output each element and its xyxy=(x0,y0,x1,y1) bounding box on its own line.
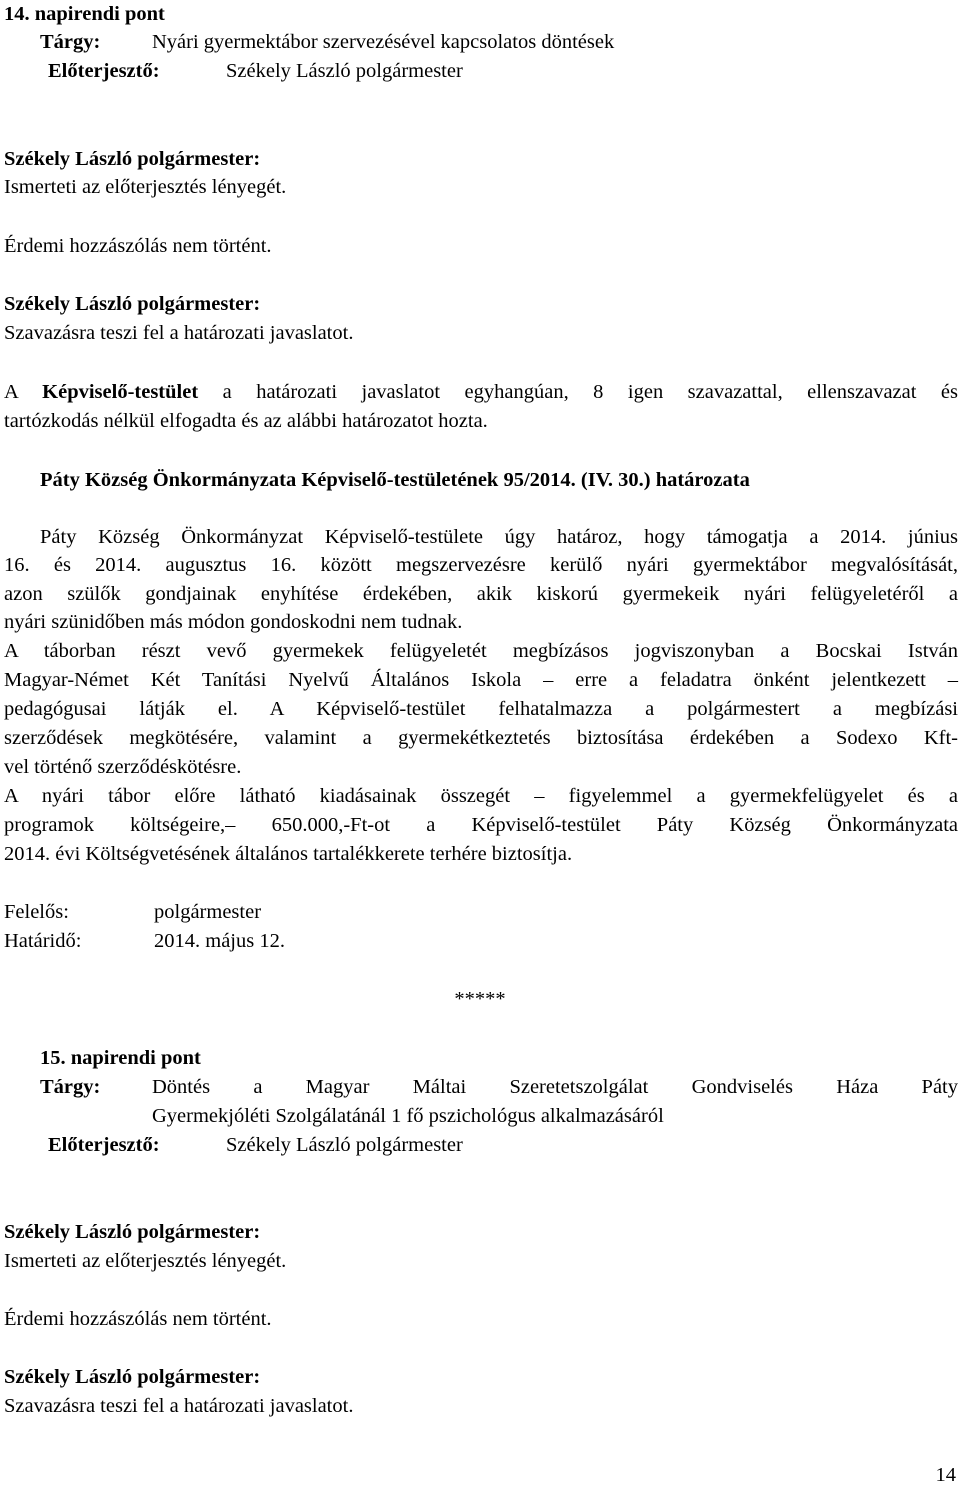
responsible-value: polgármester xyxy=(154,901,262,923)
agenda-14-presenter: Székely László polgármester xyxy=(226,60,463,82)
resolution-body-line: pedagógusai látják el. A Képviselő-testület felhatalmazza a polgármestert a megbízási xyxy=(4,698,958,720)
resolution-body-line: programok költségeire,– 650.000,-Ft-ot a Képviselő-testület Páty Község Önkormányzata xyxy=(4,814,958,836)
agenda-15-presenter-row xyxy=(48,1132,463,1158)
resolution-body-line: nyári szünidőben más módon gondoskodni nem tudnak. xyxy=(4,611,463,633)
page-number: 14 xyxy=(935,1464,956,1486)
agenda-15-subject-row xyxy=(40,1074,958,1100)
speaker-label: Székely László polgármester: xyxy=(4,1366,261,1388)
subject-label: Tárgy: xyxy=(40,31,101,53)
resolution-body-line: azon szülők gondjainak enyhítése érdekében, akik kiskorú gyermekeik nyári felügyeletéről a xyxy=(4,583,958,605)
resolution-body-line: Páty Község Önkormányzat Képviselő-testülete úgy határoz, hogy támogatja a 2014. június xyxy=(40,526,958,548)
speaker-label: Székely László polgármester: xyxy=(4,148,261,170)
deadline-row xyxy=(4,928,285,954)
agenda-14-subject-row xyxy=(40,29,615,55)
agenda-15-subject-line: Döntés a Magyar Máltai Szeretetszolgálat Gondviselés Háza Páty xyxy=(152,1076,958,1098)
speaker-statement: Szavazásra teszi fel a határozati javaslatot. xyxy=(4,322,354,344)
no-comments-note: Érdemi hozzászólás nem történt. xyxy=(4,235,272,257)
resolution-title: Páty Község Önkormányzata Képviselő-testületének 95/2014. (IV. 30.) határozata xyxy=(40,469,750,491)
presenter-label: Előterjesztő: xyxy=(48,60,160,82)
vote-text: a határozati javaslatot egyhangúan, 8 igen szavazattal, ellenszavazat és xyxy=(198,381,958,403)
speaker-label: Székely László polgármester: xyxy=(4,293,261,315)
resolution-body-line: szerződések megkötésére, valamint a gyermekétkeztetés biztosítása érdekében a Sodexo Kft- xyxy=(4,727,958,749)
vote-body-name: Képviselő-testület xyxy=(42,381,199,403)
agenda-14-presenter-row xyxy=(48,58,463,84)
vote-result-line: tartózkodás nélkül elfogadta és az alábbi határozatot hozta. xyxy=(4,410,488,432)
resolution-body-line: 2014. évi Költségvetésének általános tartalékkerete terhére biztosítja. xyxy=(4,843,573,865)
vote-text: A xyxy=(4,381,43,403)
subject-label: Tárgy: xyxy=(40,1076,101,1098)
resolution-body-line: A nyári tábor előre látható kiadásainak összegét – figyelemmel a gyermekfelügyelet és a xyxy=(4,785,958,807)
resolution-body-line: 16. és 2014. augusztus 16. között megszervezésre kerülő nyári gyermektábor megvalósítását, xyxy=(4,554,958,576)
responsible-label: Felelős: xyxy=(4,901,69,923)
resolution-body-line: A táborban részt vevő gyermekek felügyeletét megbízásos jogviszonyban a Bocskai István xyxy=(4,640,958,662)
no-comments-note: Érdemi hozzászólás nem történt. xyxy=(4,1308,272,1330)
responsible-row xyxy=(4,899,262,925)
presenter-label: Előterjesztő: xyxy=(48,1134,160,1156)
section-separator: ***** xyxy=(454,988,506,1010)
speaker-statement: Ismerteti az előterjesztés lényegét. xyxy=(4,1250,287,1272)
agenda-15-number: 15. napirendi pont xyxy=(40,1047,201,1069)
speaker-statement: Ismerteti az előterjesztés lényegét. xyxy=(4,176,287,198)
agenda-15-subject-line: Gyermekjóléti Szolgálatánál 1 fő pszichológus alkalmazásáról xyxy=(152,1105,664,1127)
vote-result-line xyxy=(4,379,958,405)
resolution-body-line: Magyar-Német Két Tanítási Nyelvű Általános Iskola – erre a feladatra önként jelentkezett – xyxy=(4,669,958,691)
speaker-label: Székely László polgármester: xyxy=(4,1221,261,1243)
resolution-body-line: vel történő szerződéskötésre. xyxy=(4,756,242,778)
agenda-14-number: 14. napirendi pont xyxy=(4,3,165,25)
speaker-statement: Szavazásra teszi fel a határozati javaslatot. xyxy=(4,1395,354,1417)
deadline-value: 2014. május 12. xyxy=(154,930,285,952)
agenda-14-subject: Nyári gyermektábor szervezésével kapcsolatos döntések xyxy=(152,31,615,53)
agenda-15-presenter: Székely László polgármester xyxy=(226,1134,463,1156)
deadline-label: Határidő: xyxy=(4,930,82,952)
